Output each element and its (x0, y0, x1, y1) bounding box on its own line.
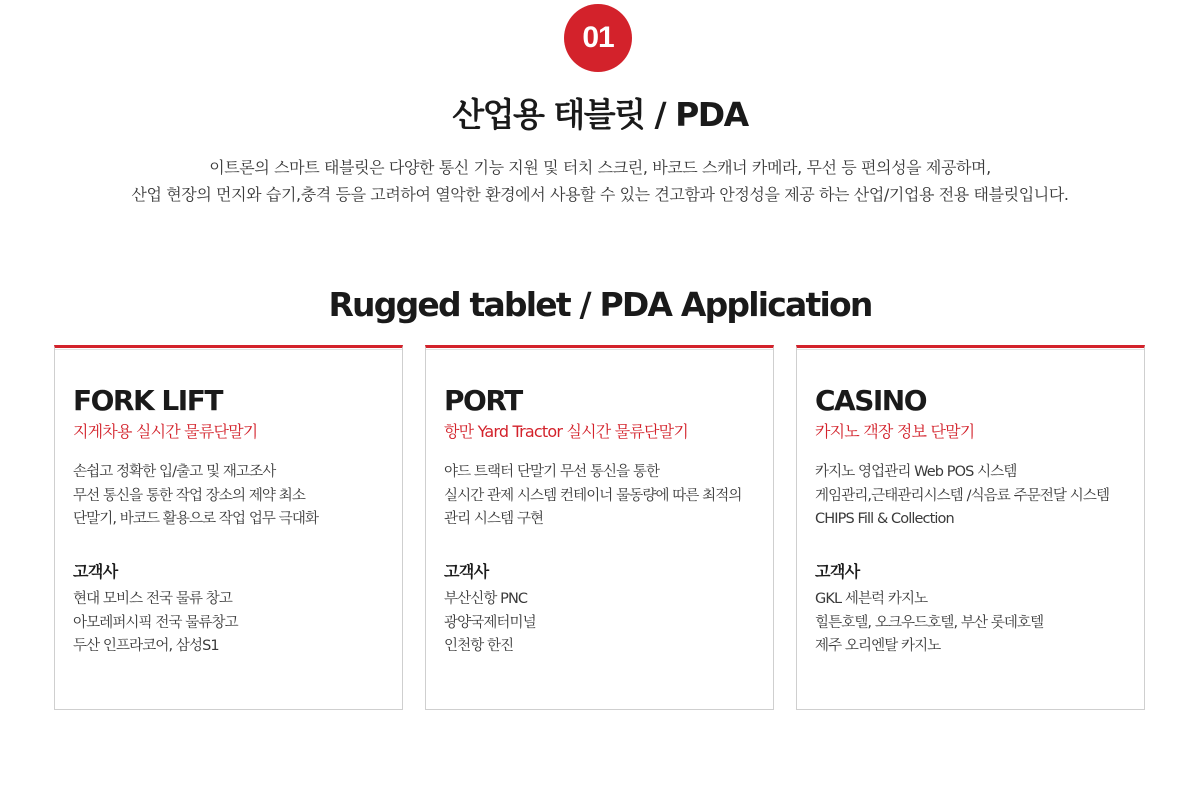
customer-item: 광양국제터미널 (444, 614, 536, 631)
card-description (73, 461, 395, 532)
customer-list (73, 588, 395, 659)
card-subtitle: 항만 Yard Tractor 실시간 물류단말기 (444, 422, 688, 441)
customer-item: 부산신항 PNC (444, 591, 528, 607)
intro-text (0, 154, 1200, 208)
card-description (444, 461, 766, 532)
description-line: CHIPS Fill & Collection (815, 511, 954, 527)
intro-line: 이트론의 스마트 태블릿은 다양한 통신 기능 지원 및 터치 스크린, 바코드 스캐너 카메라, 무선 등 편의성을 제공하며, (209, 158, 991, 177)
customer-item: 아모레퍼시픽 전국 물류창고 (73, 614, 238, 631)
customers-heading: 고객사 (815, 562, 860, 581)
customer-item: 두산 인프라코어, 삼성S1 (73, 638, 219, 654)
customer-item: 제주 오리엔탈 카지노 (815, 638, 941, 654)
application-card-port (425, 345, 774, 710)
application-card-casino (796, 345, 1145, 710)
applications-title: Rugged tablet / PDA Application (328, 285, 872, 324)
card-title: FORK LIFT (73, 384, 222, 417)
application-card-forklift (54, 345, 403, 710)
description-line: 게임관리,근태관리시스템 /식음료 주문전달 시스템 (815, 487, 1110, 504)
card-title: CASINO (815, 384, 927, 417)
description-line: 실시간 관제 시스템 컨테이너 물동량에 따른 최적의 (444, 487, 742, 504)
card-title: PORT (444, 384, 522, 417)
customer-item: 힐튼호텔, 오크우드호텔, 부산 롯데호텔 (815, 614, 1044, 631)
page-title: 산업용 태블릿 / PDA (452, 95, 748, 134)
description-line: 카지노 영업관리 Web POS 시스템 (815, 464, 1017, 480)
description-line: 야드 트랙터 단말기 무선 통신을 통한 (444, 464, 660, 480)
customers-heading: 고객사 (444, 562, 489, 581)
section-number-badge: 01 (564, 4, 632, 72)
customers-heading: 고객사 (73, 562, 118, 581)
card-subtitle: 지게차용 실시간 물류단말기 (73, 422, 258, 441)
description-line: 손쉽고 정확한 입/출고 및 재고조사 (73, 464, 276, 480)
card-subtitle: 카지노 객장 정보 단말기 (815, 422, 975, 441)
description-line: 관리 시스템 구현 (444, 511, 544, 527)
customer-item: 현대 모비스 전국 물류 창고 (73, 591, 233, 607)
customer-item: GKL 세븐럭 카지노 (815, 591, 928, 607)
description-line: 무선 통신을 통한 작업 장소의 제약 최소 (73, 487, 305, 504)
customer-list (815, 588, 1137, 659)
card-description (815, 461, 1137, 532)
customer-list (444, 588, 766, 659)
intro-line: 산업 현장의 먼지와 습기,충격 등을 고려하여 열악한 환경에서 사용할 수 있는 견고함과 안정성을 제공 하는 산업/기업용 전용 태블릿입니다. (131, 185, 1069, 204)
description-line: 단말기, 바코드 활용으로 작업 업무 극대화 (73, 511, 319, 527)
customer-item: 인천항 한진 (444, 638, 514, 654)
